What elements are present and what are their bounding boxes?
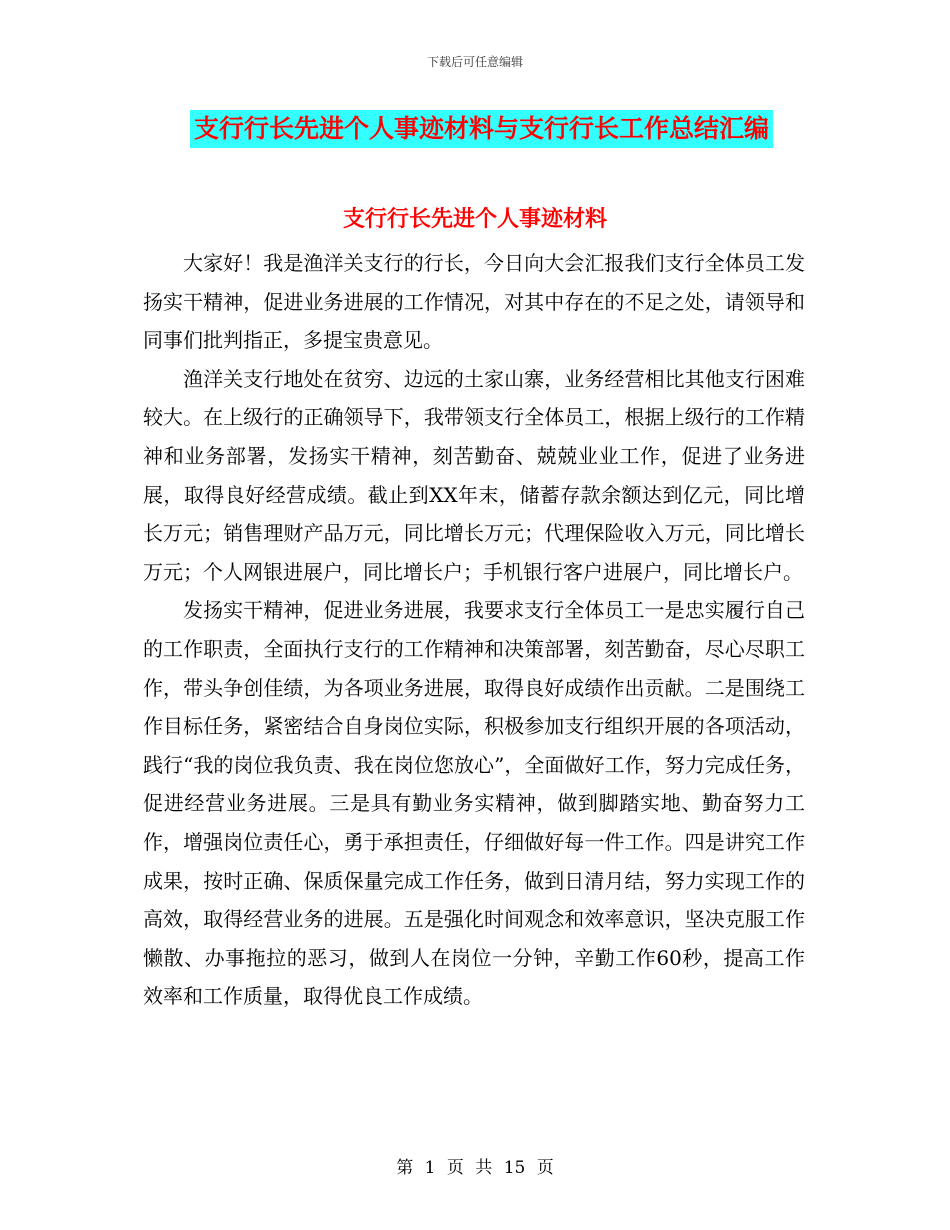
document-main-title: 支行行长先进个人事迹材料与支行行长工作总结汇编 bbox=[190, 110, 773, 148]
paragraph-1: 大家好！我是渔洋关支行的行长，今日向大会汇报我们支行全体员工发扬实干精神，促进业务进展的工作情况，对其中存在的不足之处，请领导和同事们批判指正，多提宝贵意见。 bbox=[143, 251, 805, 353]
section-title: 支行行长先进个人事迹材料 bbox=[342, 206, 607, 232]
paragraph-2: 渔洋关支行地处在贫穷、边远的土家山寨，业务经营相比其他支行困难较大。在上级行的正确领导下，我带领支行全体员工，根据上级行的工作精神和业务部署，发扬实干精神，刻苦勤奋、兢兢业业工作，促进了业务进展，取得良好经营成绩。截止到XX年末，储蓄存款余额达到亿元，同比增长万元；销售理财产品万元，同比增长万元；代理保险收入万元，同比增长万元；个人网银进展户，同比增长户；手机银行客户进展户，同比增长户。 bbox=[143, 366, 805, 584]
document-body bbox=[143, 244, 805, 1016]
paragraph-3: 发扬实干精神，促进业务进展，我要求支行全体员工一是忠实履行自己的工作职责，全面执行支行的工作精神和决策部署，刻苦勤奋，尽心尽职工作，带头争创佳绩，为各项业务进展，取得良好成绩作出贡献。二是围绕工作目标任务，紧密结合自身岗位实际，积极参加支行组织开展的各项活动，践行“我的岗位我负责、我在岗位您放心”，全面做好工作，努力完成任务，促进经营业务进展。三是具有勤业务实精神，做到脚踏实地、勤奋努力工作，增强岗位责任心，勇于承担责任，仔细做好每一件工作。四是讲究工作成果，按时正确、保质保量完成工作任务，做到日清月结，努力实现工作的高效，取得经营业务的进展。五是强化时间观念和效率意识，坚决克服工作懒散、办事拖拉的恶习，做到人在岗位一分钟，辛勤工作60秒，提高工作效率和工作质量，取得优良工作成绩。 bbox=[143, 598, 805, 1009]
page-number-footer: 第 1 页 共 15 页 bbox=[396, 1158, 554, 1178]
header-note: 下载后可任意编辑 bbox=[426, 55, 523, 69]
